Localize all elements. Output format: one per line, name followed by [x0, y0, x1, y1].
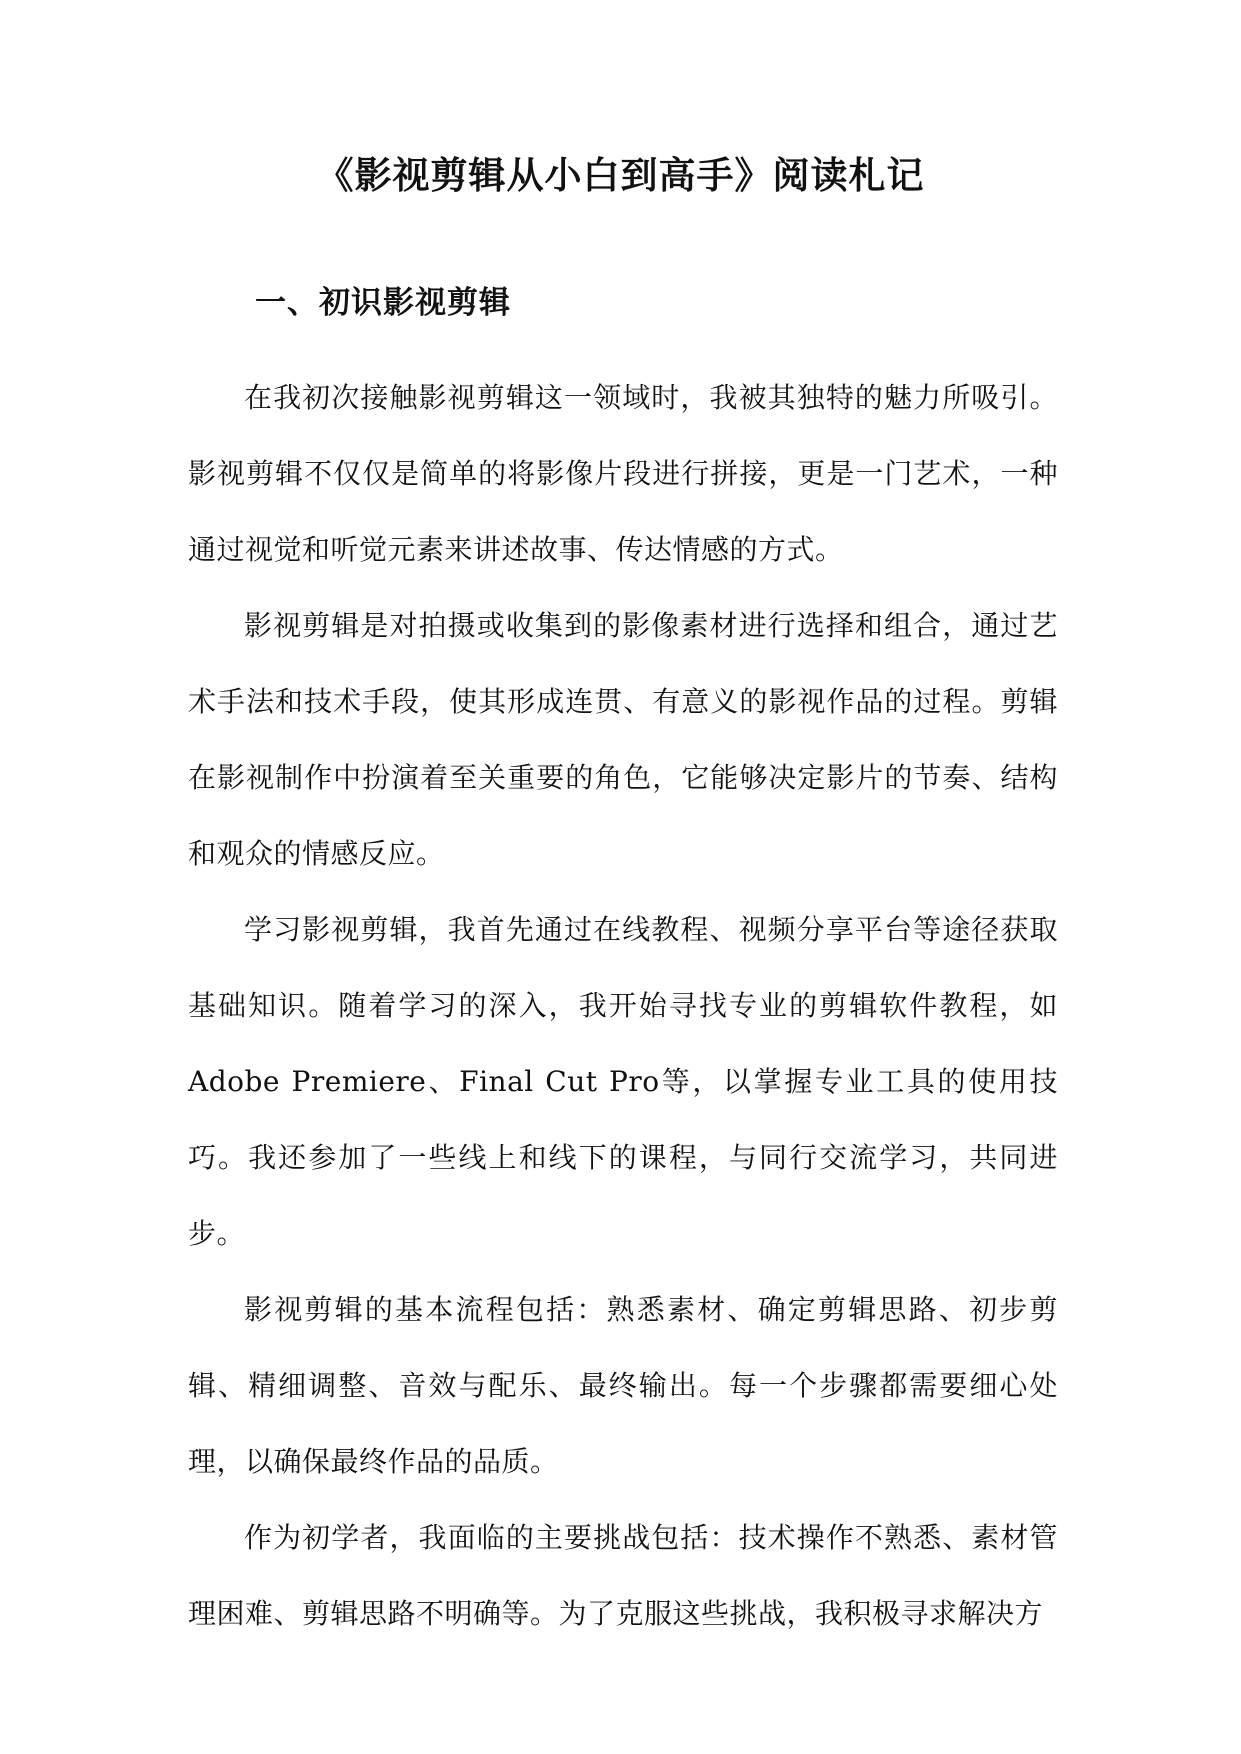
paragraph-workflow: 影视剪辑的基本流程包括：熟悉素材、确定剪辑思路、初步剪辑、精细调整、音效与配乐、最终输出。每一个步骤都需要细心处理，以确保最终作品的品质。 [188, 1293, 1058, 1478]
document-title: 《影视剪辑从小白到高手》阅读札记 [316, 153, 925, 197]
paragraph-intro: 在我初次接触影视剪辑这一领域时，我被其独特的魅力所吸引。影视剪辑不仅仅是简单的将影像片段进行拼接，更是一门艺术，一种通过视觉和听觉元素来讲述故事、传达情感的方式。 [188, 381, 1058, 566]
section-heading: 一、初识影视剪辑 [255, 285, 511, 321]
paragraph-learning: 学习影视剪辑，我首先通过在线教程、视频分享平台等途径获取基础知识。随着学习的深入，我开始寻找专业的剪辑软件教程，如Adobe Premiere、Final Cut Pro等，以掌握专业工具的使用技巧。我还参加了一些线上和线下的课程，与同行交流学习，共同进步。 [188, 913, 1058, 1250]
section-body [188, 360, 1058, 1652]
paragraph-challenges: 作为初学者，我面临的主要挑战包括：技术操作不熟悉、素材管理困难、剪辑思路不明确等。为了克服这些挑战，我积极寻求解决方 [188, 1521, 1058, 1630]
paragraph-definition: 影视剪辑是对拍摄或收集到的影像素材进行选择和组合，通过艺术手法和技术手段，使其形成连贯、有意义的影视作品的过程。剪辑在影视制作中扮演着至关重要的角色，它能够决定影片的节奏、结构和观众的情感反应。 [188, 609, 1058, 870]
